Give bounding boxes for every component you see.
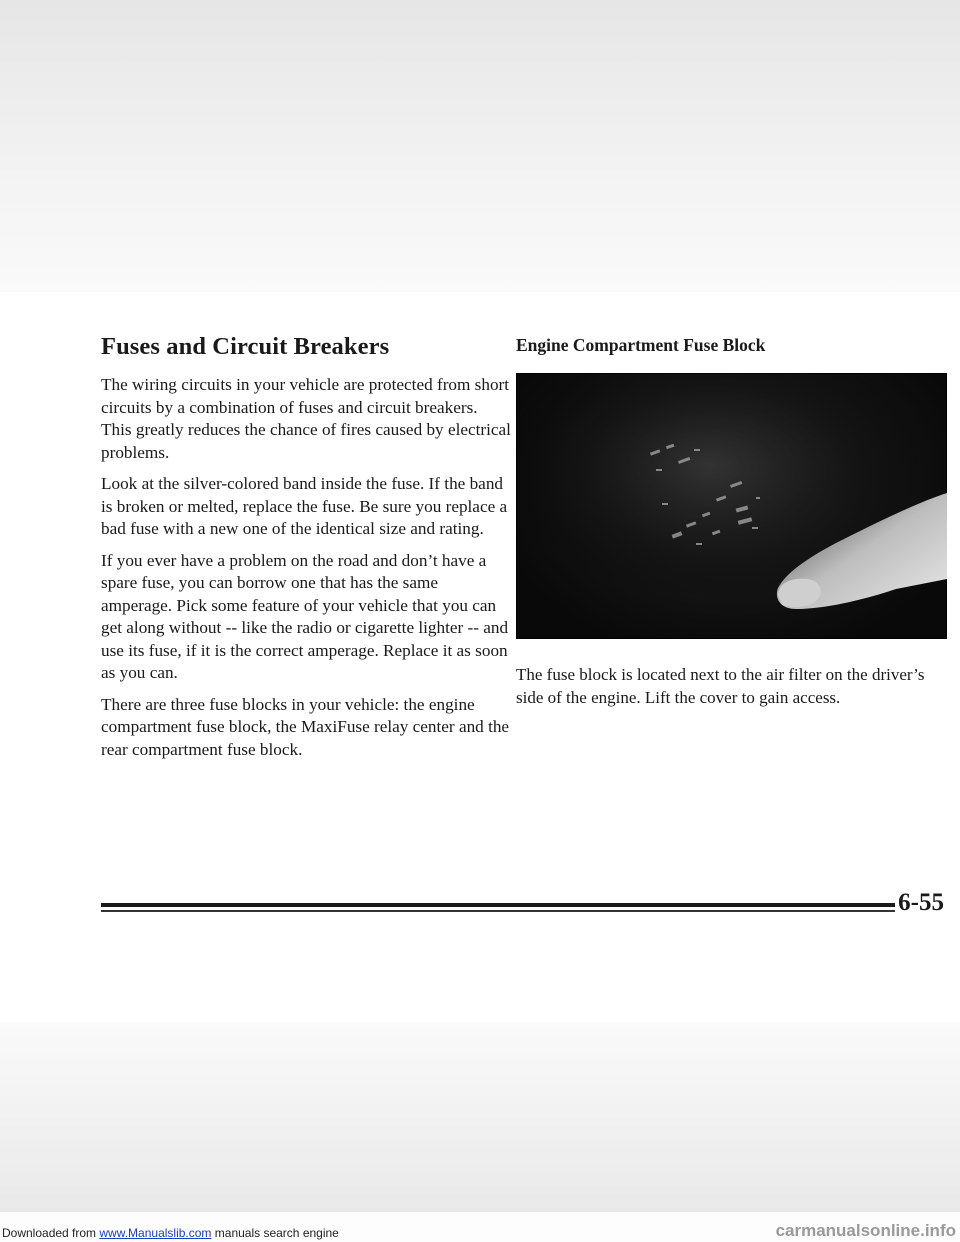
footer-rule-thin — [101, 910, 895, 912]
download-prefix: Downloaded from — [2, 1226, 100, 1240]
watermark-text: carmanualsonline.info — [775, 1221, 956, 1240]
subsection-title: Engine Compartment Fuse Block — [516, 335, 766, 355]
page-number: 6-55 — [898, 889, 944, 916]
footer-rule-thick — [101, 903, 895, 907]
section-title: Fuses and Circuit Breakers — [101, 333, 390, 360]
fuse-block-illustration — [516, 373, 947, 639]
paragraph-borrow-fuse: If you ever have a problem on the road and don’t have a spare fuse, you can borrow one that has the same amperage. Pick some feature of your vehicle that you can get along without -- like the radio or cigarette lighter -- and use its fuse, if it is the correct amperage. Replace it as soon as you can. — [101, 550, 509, 682]
download-suffix: manuals search engine — [211, 1226, 339, 1240]
fuse-block-photo — [516, 373, 947, 639]
photo-caption: The fuse block is located next to the air filter on the driver’s side of the engine. Lift the cover to gain access. — [516, 665, 925, 707]
top-margin — [0, 0, 960, 292]
download-banner — [2, 1226, 339, 1240]
left-column — [101, 332, 511, 770]
bottom-margin — [0, 1022, 960, 1212]
right-column — [516, 332, 956, 718]
footer-rule — [101, 903, 895, 912]
manualslib-link[interactable]: www.Manualslib.com — [99, 1226, 212, 1240]
paragraph-intro: The wiring circuits in your vehicle are protected from short circuits by a combination of fuses and circuit breakers. This greatly reduces the chance of fires caused by electrical problems. — [101, 375, 511, 462]
paragraph-fuse-blocks: There are three fuse blocks in your vehicle: the engine compartment fuse block, the MaxiFuse relay center and the rear compartment fuse block. — [101, 694, 510, 759]
paragraph-inspect-fuse: Look at the silver-colored band inside the fuse. If the band is broken or melted, replace the fuse. Be sure you replace a bad fuse with a new one of the identical size and rating. — [101, 474, 508, 538]
